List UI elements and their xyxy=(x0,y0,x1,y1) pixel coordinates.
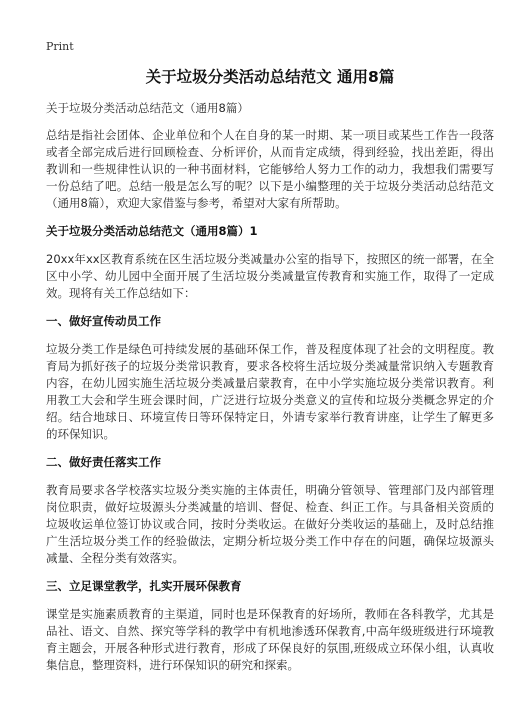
paragraph-classroom: 课堂是实施素质教育的主渠道，同时也是环保教育的好场所，教师在各科教学，尤其是品社、语文、自然、探究等学科的教学中有机地渗透环保教育,中高年级班级进行环境教育主题会，开展各种形式进行教育，形成了环保良好的氛围,班级成立环保小组，认真收集信息，整理资料，进行环保知识的研究和探索。 xyxy=(46,607,494,672)
article-body xyxy=(46,100,494,674)
section-intro-paragraph: 20xx年xx区教育系统在区生活垃圾分类减量办公室的指导下，按照区的统一部署，在全区中小学、幼儿园中全面开展了生活垃圾分类减量宣传教育和实施工作，取得了一定成效。现将有关工作总结如下： xyxy=(46,252,494,300)
heading-publicity: 一、做好宣传动员工作 xyxy=(46,314,161,328)
paragraph-responsibility: 教育局要求各学校落实垃圾分类实施的主体责任，明确分管领导、管理部门及内部管理岗位职责，做好垃圾源头分类减量的培训、督促、检查、纠正工作。与具备相关资质的垃圾收运单位签订协议或合同，按时分类收运。在做好分类收运的基础上，及时总结推广生活垃圾分类工作的经验做法，定期分析垃圾分类工作中存在的问题，确保垃圾源头减量、全程分类有效落实。 xyxy=(46,483,494,565)
article-subtitle: 关于垃圾分类活动总结范文（通用8篇） xyxy=(46,101,249,115)
intro-paragraph: 总结是指社会团体、企业单位和个人在自身的某一时期、某一项目或某些工作告一段落或者全部完成后进行回顾检查、分析评价，从而肯定成绩，得到经验，找出差距，得出教训和一些规律性认识的一种书面材料，它能够给人努力工作的动力，我想我们需要写一份总结了吧。总结一般是怎么写的呢？以下是小编整理的关于垃圾分类活动总结范文（通用8篇），欢迎大家借鉴与参考，希望对大家有所帮助。 xyxy=(46,128,494,210)
print-link[interactable]: Print xyxy=(46,40,74,53)
heading-classroom: 三、立足课堂教学，扎实开展环保教育 xyxy=(46,579,242,593)
paragraph-publicity: 垃圾分类工作是绿色可持续发展的基础环保工作，普及程度体现了社会的文明程度。教育局为抓好孩子的垃圾分类常识教育，要求各校将生活垃圾分类减量常识纳入专题教育内容，在幼儿园实施生活垃圾分类减量启蒙教育，在中小学实施垃圾分类常识教育。利用教工大会和学生班会课时间，广泛进行垃圾分类意义的宣传和垃圾分类概念界定的介绍。结合地球日、环境宣传日等环保特定日，外请专家举行教育讲座，让学生了解更多的环保知识。 xyxy=(46,342,494,441)
section-heading: 关于垃圾分类活动总结范文（通用8篇）1 xyxy=(46,224,258,238)
heading-responsibility: 二、做好责任落实工作 xyxy=(46,455,161,469)
page-title: 关于垃圾分类活动总结范文 通用8篇 xyxy=(145,68,395,86)
